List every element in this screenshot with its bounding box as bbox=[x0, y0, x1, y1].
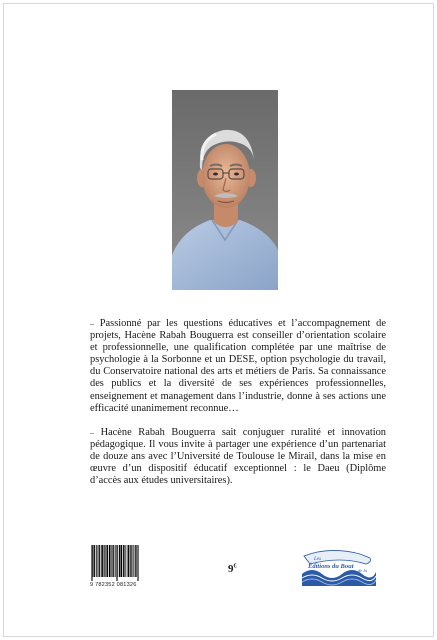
barcode-bar bbox=[135, 545, 136, 577]
bio-text-1: Passionné par les questions éducatives et l’accompagnement de projets, Hacène Rabah Bouguerra est conseiller d’orientation scolaire et professionnelle, une qualification complétée par une maîtrise de psychologie à la Sorbonne et un DESE, option psychologie du travail, du Conservatoire national des arts et métiers de Paris. Sa connaissance des publics et la diversité de ses expériences professionnelles, enseignement et management dans l’industrie, donne à ses actions une efficacité unanimement reconnue… bbox=[90, 318, 386, 414]
barcode-bar bbox=[115, 545, 116, 577]
logo-line-2: Éditions du Bout bbox=[308, 563, 354, 570]
logo-line-3: de la bbox=[358, 568, 367, 573]
bullet-dash: – bbox=[90, 319, 94, 328]
barcode-bar bbox=[124, 545, 125, 577]
barcode-guard-bar bbox=[117, 545, 118, 581]
bio-paragraph-2 bbox=[90, 427, 386, 487]
price-value: 9 bbox=[228, 563, 234, 575]
barcode-bar bbox=[133, 545, 134, 577]
price-currency: € bbox=[233, 563, 237, 570]
bio-text-2: Hacène Rabah Bouguerra sait conjuguer ruralité et innovation pédagogique. Il vous invite à partager une expérience d’un partenariat de douze ans avec l’Université de Toulouse le Mirail, dans la mise en œuvre d’un dispositif éducatif exceptionnel : le Daeu (Diplôme d’accès aux études universitaires). bbox=[90, 426, 386, 487]
bullet-dash: – bbox=[90, 427, 94, 437]
barcode-guard-bar bbox=[138, 545, 139, 581]
price bbox=[228, 563, 237, 575]
barcode-bar bbox=[101, 545, 102, 577]
barcode-bar bbox=[102, 545, 103, 577]
publisher-logo bbox=[300, 548, 376, 588]
barcode-bar bbox=[123, 545, 124, 577]
barcode-guard-bar bbox=[116, 545, 117, 581]
barcode-bar bbox=[111, 545, 112, 577]
bio-paragraph-1 bbox=[90, 318, 386, 415]
barcode-bar bbox=[130, 545, 131, 577]
barcode-guard-bar bbox=[92, 545, 93, 581]
barcode-guard-bar bbox=[137, 545, 138, 581]
barcode-bar bbox=[121, 545, 122, 577]
barcode-bar bbox=[112, 545, 113, 577]
barcode-bar bbox=[119, 545, 120, 577]
barcode-guard-bar bbox=[91, 545, 92, 581]
author-photo bbox=[172, 90, 278, 290]
isbn-barcode bbox=[90, 545, 150, 585]
barcode-bar bbox=[104, 545, 105, 577]
logo-line-1: Les bbox=[314, 557, 321, 562]
publisher-logo-image bbox=[300, 548, 376, 588]
barcode-bar bbox=[109, 545, 110, 577]
barcode-bar bbox=[99, 545, 100, 577]
author-bio bbox=[90, 318, 386, 499]
barcode-bar bbox=[107, 545, 108, 577]
author-portrait-image bbox=[172, 90, 278, 290]
isbn-number: 9 782352 081326 bbox=[90, 582, 137, 588]
barcode-bar bbox=[96, 545, 97, 577]
barcode-bars bbox=[90, 545, 150, 581]
barcode-bar bbox=[128, 545, 129, 577]
barcode-bar bbox=[94, 545, 95, 577]
